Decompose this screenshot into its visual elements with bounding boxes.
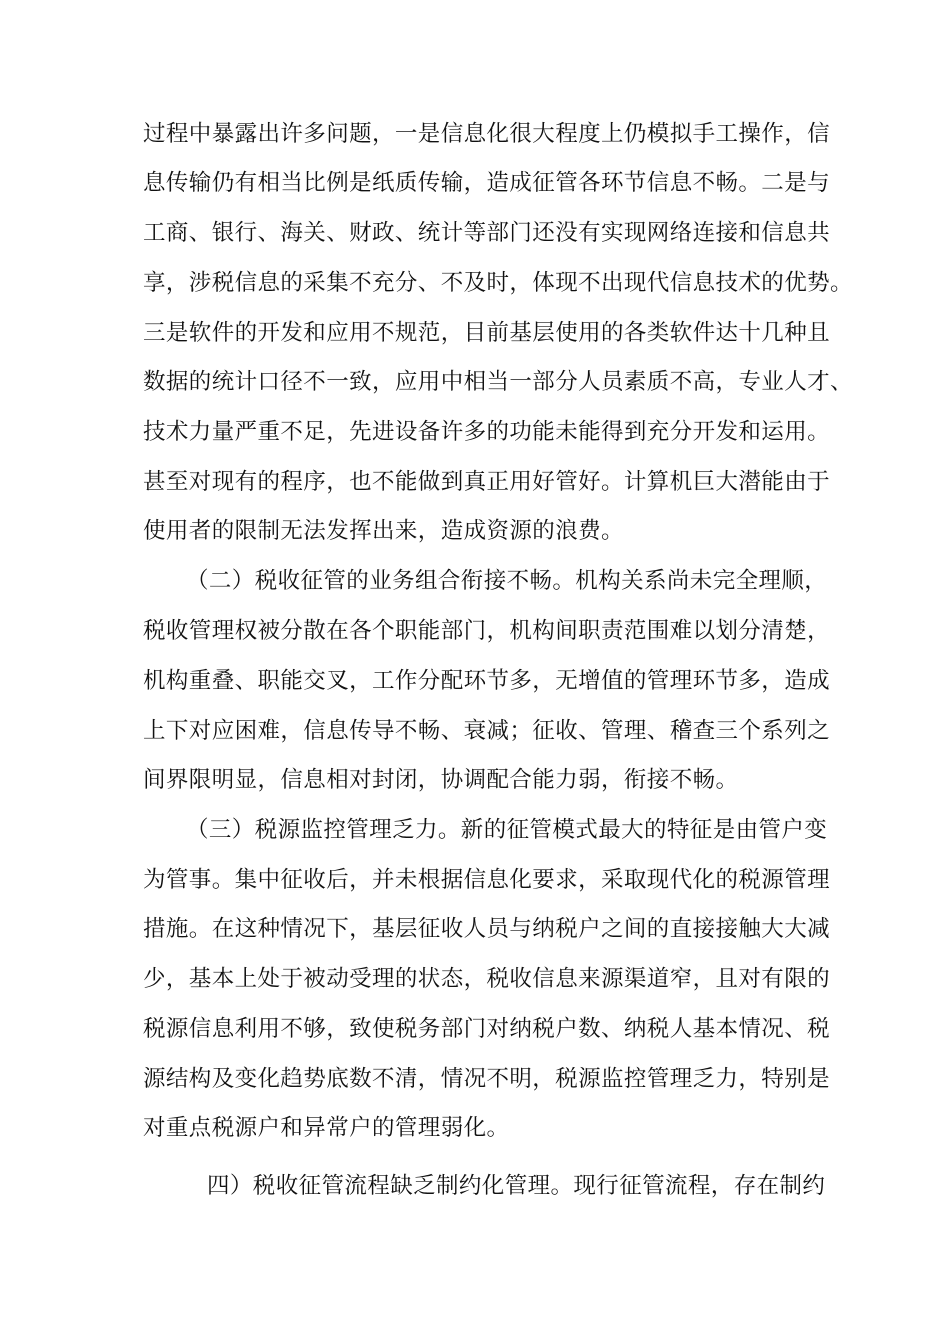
paragraph-3-line-4: 少，基本上处于被动受理的状态，税收信息来源渠道窄，且对有限的 xyxy=(143,966,831,992)
paragraph-3-line-3: 措施。在这种情况下，基层征收人员与纳税户之间的直接接触大大减 xyxy=(143,916,831,942)
paragraph-4-line-1: 四）税收征管流程缺乏制约化管理。现行征管流程，存在制约 xyxy=(207,1173,826,1199)
paragraph-2-line-4: 上下对应困难，信息传导不畅、衰减；征收、管理、稽查三个系列之 xyxy=(143,718,831,744)
paragraph-1-line-8: 甚至对现有的程序，也不能做到真正用好管好。计算机巨大潜能由于 xyxy=(143,469,831,495)
paragraph-1-line-2: 息传输仍有相当比例是纸质传输，造成征管各环节信息不畅。二是与 xyxy=(143,170,831,196)
paragraph-2-line-5: 间界限明显，信息相对封闭，协调配合能力弱，衔接不畅。 xyxy=(143,767,739,793)
paragraph-2-line-1: （二）税收征管的业务组合衔接不畅。机构关系尚未完全理顺， xyxy=(186,568,828,594)
paragraph-2-line-2: 税收管理权被分散在各个职能部门，机构间职责范围难以划分清楚， xyxy=(143,618,831,644)
paragraph-3-line-1: （三）税源监控管理乏力。新的征管模式最大的特征是由管户变 xyxy=(186,817,828,843)
paragraph-1-line-9: 使用者的限制无法发挥出来，造成资源的浪费。 xyxy=(143,518,624,544)
paragraph-1-line-5: 三是软件的开发和应用不规范，目前基层使用的各类软件达十几种且 xyxy=(143,320,831,346)
paragraph-2-line-3: 机构重叠、职能交叉，工作分配环节多，无增值的管理环节多，造成 xyxy=(143,668,831,694)
paragraph-3-line-2: 为管事。集中征收后，并未根据信息化要求，采取现代化的税源管理 xyxy=(143,867,831,893)
paragraph-3-line-5: 税源信息利用不够，致使税务部门对纳税户数、纳税人基本情况、税 xyxy=(143,1016,831,1042)
paragraph-1-line-1: 过程中暴露出许多问题，一是信息化很大程度上仍模拟手工操作，信 xyxy=(143,121,831,147)
paragraph-1-line-3: 工商、银行、海关、财政、统计等部门还没有实现网络连接和信息共 xyxy=(143,220,831,246)
paragraph-1-line-6: 数据的统计口径不一致，应用中相当一部分人员素质不高，专业人才、 xyxy=(143,369,853,395)
paragraph-3-line-6: 源结构及变化趋势底数不清，情况不明，税源监控管理乏力，特别是 xyxy=(143,1066,831,1092)
paragraph-1-line-4: 享，涉税信息的采集不充分、不及时，体现不出现代信息技术的优势。 xyxy=(143,270,853,296)
paragraph-3-line-7: 对重点税源户和异常户的管理弱化。 xyxy=(143,1115,510,1141)
paragraph-1-line-7: 技术力量严重不足，先进设备许多的功能未能得到充分开发和运用。 xyxy=(143,419,831,445)
